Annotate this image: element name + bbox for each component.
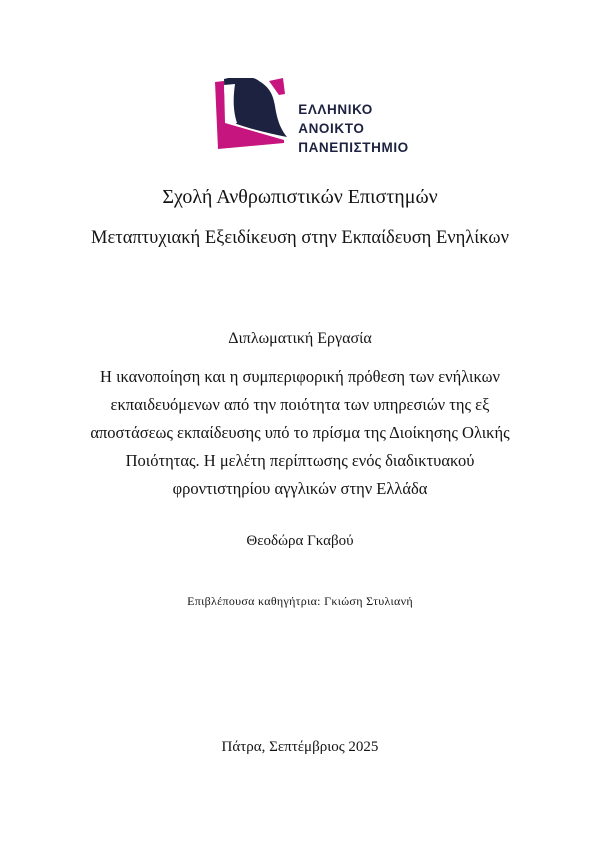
thesis-title-line: Ποιότητας. Η μελέτη περίπτωσης ενός διαδικτυακού bbox=[125, 451, 475, 470]
document-type: Διπλωματική Εργασία bbox=[228, 330, 372, 347]
supervisor-line: Επιβλέπουσα καθηγήτρια: Γκιώση Στυλιανή bbox=[187, 594, 413, 608]
thesis-title-line: φροντιστηρίου αγγλικών στην Ελλάδα bbox=[172, 479, 428, 498]
logo-line-1: ΕΛΛΗΝΙΚΟ bbox=[298, 102, 373, 117]
logo-line-3: ΠΑΝΕΠΙΣΤΗΜΙΟ bbox=[298, 140, 409, 155]
school-title: Σχολή Ανθρωπιστικών Επιστημών bbox=[162, 186, 438, 208]
thesis-title-line: Η ικανοποίηση και η συμπεριφορική πρόθεση των ενήλικων bbox=[100, 367, 500, 386]
university-logo-text bbox=[298, 100, 409, 157]
open-book-logo-icon bbox=[209, 78, 289, 154]
thesis-title bbox=[0, 363, 600, 503]
program-title: Μεταπτυχιακή Εξειδίκευση στην Εκπαίδευση Ενηλίκων bbox=[91, 228, 509, 248]
university-logo bbox=[9, 0, 600, 157]
thesis-title-line: αποστάσεως εκπαίδευσης υπό το πρίσμα της Διοίκησης Ολικής bbox=[90, 423, 510, 442]
author-name: Θεοδώρα Γκαβού bbox=[246, 533, 354, 549]
thesis-title-line: εκπαιδευόμενων από την ποιότητα των υπηρεσιών της εξ bbox=[110, 395, 490, 414]
place-date: Πάτρα, Σεπτέμβριος 2025 bbox=[221, 739, 379, 755]
logo-line-2: ΑΝΟΙΚΤΟ bbox=[298, 121, 365, 136]
